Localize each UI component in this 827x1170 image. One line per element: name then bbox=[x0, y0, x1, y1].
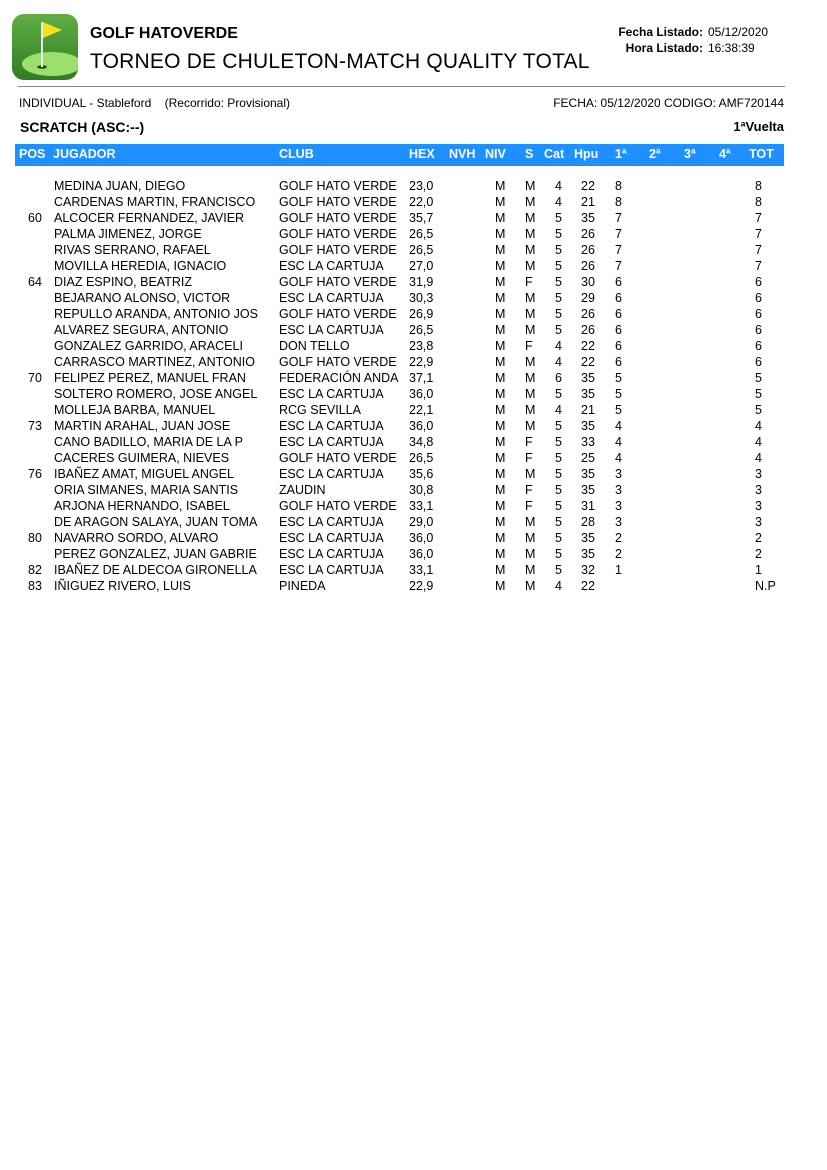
cat: 5 bbox=[555, 387, 562, 401]
round-1: 3 bbox=[615, 483, 622, 497]
player-name: FELIPEZ PEREZ, MANUEL FRAN bbox=[54, 371, 246, 385]
table-row bbox=[0, 498, 827, 514]
hex: 26,9 bbox=[409, 307, 434, 321]
sex: M bbox=[525, 195, 536, 209]
hex: 22,9 bbox=[409, 355, 434, 369]
player-name: CACERES GUIMERA, NIEVES bbox=[54, 451, 230, 465]
table-row bbox=[0, 418, 827, 434]
club: ESC LA CARTUJA bbox=[279, 515, 384, 529]
player-name: DE ARAGON SALAYA, JUAN TOMA bbox=[54, 515, 258, 529]
table-row bbox=[0, 546, 827, 562]
total: 3 bbox=[755, 515, 762, 529]
player-name: MARTIN ARAHAL, JUAN JOSE bbox=[54, 419, 231, 433]
sex: M bbox=[525, 323, 536, 337]
niv: M bbox=[495, 547, 506, 561]
cat: 4 bbox=[555, 339, 562, 353]
niv: M bbox=[495, 387, 506, 401]
round-1: 5 bbox=[615, 403, 622, 417]
hpu: 21 bbox=[581, 403, 595, 417]
cat: 5 bbox=[555, 307, 562, 321]
table-row bbox=[0, 226, 827, 242]
player-name: REPULLO ARANDA, ANTONIO JOS bbox=[54, 307, 258, 321]
hpu: 29 bbox=[581, 291, 595, 305]
table-row bbox=[0, 306, 827, 322]
sex: M bbox=[525, 243, 536, 257]
col-r4: 4ª bbox=[719, 147, 731, 161]
cat: 5 bbox=[555, 499, 562, 513]
player-name: MOVILLA HEREDIA, IGNACIO bbox=[54, 259, 227, 273]
club: ZAUDIN bbox=[279, 483, 326, 497]
sex: M bbox=[525, 403, 536, 417]
fecha-listado-label: Fecha Listado: bbox=[618, 25, 703, 39]
table-row bbox=[0, 450, 827, 466]
club: GOLF HATO VERDE bbox=[279, 275, 397, 289]
cat: 4 bbox=[555, 195, 562, 209]
total: 6 bbox=[755, 291, 762, 305]
total: 4 bbox=[755, 435, 762, 449]
round-1: 6 bbox=[615, 339, 622, 353]
total: 5 bbox=[755, 403, 762, 417]
hpu: 25 bbox=[581, 451, 595, 465]
hex: 22,1 bbox=[409, 403, 434, 417]
sex: M bbox=[525, 211, 536, 225]
player-name: PEREZ GONZALEZ, JUAN GABRIE bbox=[54, 547, 257, 561]
club: ESC LA CARTUJA bbox=[279, 419, 384, 433]
player-name: MEDINA JUAN, DIEGO bbox=[54, 179, 186, 193]
total: 6 bbox=[755, 307, 762, 321]
sex: F bbox=[525, 339, 533, 353]
hpu: 26 bbox=[581, 243, 595, 257]
cat: 4 bbox=[555, 579, 562, 593]
hex: 23,0 bbox=[409, 179, 434, 193]
niv: M bbox=[495, 291, 506, 305]
total: N.P bbox=[755, 579, 776, 593]
round-1: 7 bbox=[615, 211, 622, 225]
cat: 5 bbox=[555, 547, 562, 561]
hex: 33,1 bbox=[409, 499, 434, 513]
round-1: 2 bbox=[615, 531, 622, 545]
hpu: 26 bbox=[581, 307, 595, 321]
pos: 80 bbox=[28, 531, 42, 545]
total: 3 bbox=[755, 483, 762, 497]
pos: 73 bbox=[28, 419, 42, 433]
hex: 22,0 bbox=[409, 195, 434, 209]
hex: 36,0 bbox=[409, 531, 434, 545]
niv: M bbox=[495, 179, 506, 193]
cat: 5 bbox=[555, 243, 562, 257]
hpu: 33 bbox=[581, 435, 595, 449]
club: GOLF HATO VERDE bbox=[279, 307, 397, 321]
round-1: 4 bbox=[615, 435, 622, 449]
cat: 4 bbox=[555, 355, 562, 369]
niv: M bbox=[495, 467, 506, 481]
player-name: GONZALEZ GARRIDO, ARACELI bbox=[54, 339, 243, 353]
round-1: 6 bbox=[615, 355, 622, 369]
hex: 26,5 bbox=[409, 227, 434, 241]
club: GOLF HATO VERDE bbox=[279, 179, 397, 193]
total: 7 bbox=[755, 227, 762, 241]
hex: 36,0 bbox=[409, 419, 434, 433]
hpu: 26 bbox=[581, 227, 595, 241]
round-1: 8 bbox=[615, 195, 622, 209]
total: 6 bbox=[755, 355, 762, 369]
round-1: 4 bbox=[615, 419, 622, 433]
cat: 5 bbox=[555, 275, 562, 289]
cat: 5 bbox=[555, 323, 562, 337]
club: ESC LA CARTUJA bbox=[279, 323, 384, 337]
club: ESC LA CARTUJA bbox=[279, 387, 384, 401]
round-1: 7 bbox=[615, 243, 622, 257]
hex: 26,5 bbox=[409, 243, 434, 257]
sex: M bbox=[525, 547, 536, 561]
total: 4 bbox=[755, 419, 762, 433]
col-club: CLUB bbox=[279, 147, 314, 161]
sex: F bbox=[525, 275, 533, 289]
niv: M bbox=[495, 515, 506, 529]
sex: M bbox=[525, 355, 536, 369]
hpu: 30 bbox=[581, 275, 595, 289]
sex: M bbox=[525, 579, 536, 593]
sex: M bbox=[525, 387, 536, 401]
hex: 26,5 bbox=[409, 323, 434, 337]
hpu: 31 bbox=[581, 499, 595, 513]
hpu: 26 bbox=[581, 323, 595, 337]
col-s: S bbox=[525, 147, 534, 161]
total: 2 bbox=[755, 531, 762, 545]
col-jugador: JUGADOR bbox=[53, 147, 116, 161]
club: GOLF HATO VERDE bbox=[279, 451, 397, 465]
player-name: ALVAREZ SEGURA, ANTONIO bbox=[54, 323, 229, 337]
round-1: 6 bbox=[615, 275, 622, 289]
cat: 6 bbox=[555, 371, 562, 385]
total: 3 bbox=[755, 499, 762, 513]
hex: 26,5 bbox=[409, 451, 434, 465]
table-row bbox=[0, 514, 827, 530]
sex: M bbox=[525, 467, 536, 481]
hpu: 35 bbox=[581, 419, 595, 433]
niv: M bbox=[495, 307, 506, 321]
round-1: 6 bbox=[615, 307, 622, 321]
col-r1: 1ª bbox=[615, 147, 627, 161]
sex: M bbox=[525, 307, 536, 321]
hpu: 35 bbox=[581, 467, 595, 481]
category-title: SCRATCH (ASC:--) bbox=[20, 119, 145, 135]
hex: 22,9 bbox=[409, 579, 434, 593]
niv: M bbox=[495, 531, 506, 545]
tournament-title: TORNEO DE CHULETON-MATCH QUALITY TOTAL bbox=[90, 50, 590, 73]
player-name: MOLLEJA BARBA, MANUEL bbox=[54, 403, 216, 417]
table-row bbox=[0, 354, 827, 370]
hpu: 28 bbox=[581, 515, 595, 529]
niv: M bbox=[495, 275, 506, 289]
table-row bbox=[0, 370, 827, 386]
niv: M bbox=[495, 211, 506, 225]
club: ESC LA CARTUJA bbox=[279, 467, 384, 481]
hpu: 35 bbox=[581, 531, 595, 545]
table-row bbox=[0, 530, 827, 546]
club: FEDERACIÓN ANDA bbox=[279, 371, 399, 385]
table-row bbox=[0, 274, 827, 290]
player-name: IBAÑEZ AMAT, MIGUEL ANGEL bbox=[54, 467, 234, 481]
niv: M bbox=[495, 419, 506, 433]
player-name: CARRASCO MARTINEZ, ANTONIO bbox=[54, 355, 255, 369]
niv: M bbox=[495, 323, 506, 337]
total: 6 bbox=[755, 323, 762, 337]
player-name: IÑIGUEZ RIVERO, LUIS bbox=[54, 579, 191, 593]
course: (Recorrido: Provisional) bbox=[164, 96, 290, 110]
round-1: 4 bbox=[615, 451, 622, 465]
table-row bbox=[0, 194, 827, 210]
sex: M bbox=[525, 531, 536, 545]
player-name: BEJARANO ALONSO, VICTOR bbox=[54, 291, 231, 305]
niv: M bbox=[495, 403, 506, 417]
round-1: 3 bbox=[615, 499, 622, 513]
hora-listado-label: Hora Listado: bbox=[625, 41, 703, 55]
club: DON TELLO bbox=[279, 339, 350, 353]
total: 7 bbox=[755, 243, 762, 257]
niv: M bbox=[495, 195, 506, 209]
round-1: 5 bbox=[615, 387, 622, 401]
cat: 5 bbox=[555, 259, 562, 273]
cat: 5 bbox=[555, 563, 562, 577]
hex: 35,6 bbox=[409, 467, 434, 481]
total: 6 bbox=[755, 339, 762, 353]
niv: M bbox=[495, 243, 506, 257]
sex: M bbox=[525, 179, 536, 193]
modality: INDIVIDUAL - Stableford bbox=[19, 96, 152, 110]
club: GOLF HATO VERDE bbox=[279, 227, 397, 241]
player-name: IBAÑEZ DE ALDECOA GIRONELLA bbox=[54, 563, 257, 577]
cat: 5 bbox=[555, 467, 562, 481]
club: GOLF HATO VERDE bbox=[279, 211, 397, 225]
club: ESC LA CARTUJA bbox=[279, 291, 384, 305]
fecha-codigo: FECHA: 05/12/2020 CODIGO: AMF720144 bbox=[553, 96, 784, 110]
club: ESC LA CARTUJA bbox=[279, 259, 384, 273]
total: 1 bbox=[755, 563, 762, 577]
hpu: 22 bbox=[581, 579, 595, 593]
club: GOLF HATO VERDE bbox=[279, 243, 397, 257]
total: 4 bbox=[755, 451, 762, 465]
player-name: ALCOCER FERNANDEZ, JAVIER bbox=[54, 211, 245, 225]
modality-info bbox=[19, 96, 290, 110]
club: ESC LA CARTUJA bbox=[279, 435, 384, 449]
niv: M bbox=[495, 499, 506, 513]
sex: M bbox=[525, 563, 536, 577]
hex: 23,8 bbox=[409, 339, 434, 353]
col-pos: POS bbox=[19, 147, 46, 161]
table-row bbox=[0, 178, 827, 194]
table-row bbox=[0, 434, 827, 450]
hpu: 35 bbox=[581, 211, 595, 225]
col-hpu: Hpu bbox=[574, 147, 599, 161]
club-name: GOLF HATOVERDE bbox=[90, 25, 238, 42]
hpu: 26 bbox=[581, 259, 595, 273]
niv: M bbox=[495, 371, 506, 385]
table-row bbox=[0, 258, 827, 274]
hpu: 32 bbox=[581, 563, 595, 577]
niv: M bbox=[495, 451, 506, 465]
total: 7 bbox=[755, 211, 762, 225]
niv: M bbox=[495, 563, 506, 577]
hex: 33,1 bbox=[409, 563, 434, 577]
player-name: ARJONA HERNANDO, ISABEL bbox=[54, 499, 230, 513]
player-name: SOLTERO ROMERO, JOSE ANGEL bbox=[54, 387, 258, 401]
club: GOLF HATO VERDE bbox=[279, 499, 397, 513]
table-row bbox=[0, 578, 827, 594]
hex: 36,0 bbox=[409, 547, 434, 561]
hex: 30,3 bbox=[409, 291, 434, 305]
club: GOLF HATO VERDE bbox=[279, 355, 397, 369]
sex: M bbox=[525, 259, 536, 273]
round-1: 6 bbox=[615, 291, 622, 305]
table-row bbox=[0, 386, 827, 402]
round-1: 3 bbox=[615, 467, 622, 481]
hpu: 35 bbox=[581, 371, 595, 385]
col-r2: 2ª bbox=[649, 147, 661, 161]
hora-listado-value: 16:38:39 bbox=[708, 41, 755, 55]
cat: 5 bbox=[555, 483, 562, 497]
round-1: 1 bbox=[615, 563, 622, 577]
pos: 83 bbox=[28, 579, 42, 593]
sex: F bbox=[525, 451, 533, 465]
pos: 60 bbox=[28, 211, 42, 225]
player-name: DIAZ ESPINO, BEATRIZ bbox=[54, 275, 192, 289]
sex: M bbox=[525, 227, 536, 241]
club: RCG SEVILLA bbox=[279, 403, 361, 417]
cat: 4 bbox=[555, 403, 562, 417]
header-divider bbox=[18, 86, 785, 87]
cat: 5 bbox=[555, 291, 562, 305]
cat: 5 bbox=[555, 451, 562, 465]
cat: 4 bbox=[555, 179, 562, 193]
table-row bbox=[0, 402, 827, 418]
hpu: 35 bbox=[581, 483, 595, 497]
cat: 5 bbox=[555, 227, 562, 241]
player-name: CARDENAS MARTIN, FRANCISCO bbox=[54, 195, 256, 209]
pos: 64 bbox=[28, 275, 42, 289]
sex: F bbox=[525, 435, 533, 449]
round-1: 8 bbox=[615, 179, 622, 193]
table-row bbox=[0, 210, 827, 226]
table-row bbox=[0, 338, 827, 354]
club: ESC LA CARTUJA bbox=[279, 531, 384, 545]
hpu: 35 bbox=[581, 387, 595, 401]
total: 7 bbox=[755, 259, 762, 273]
hex: 37,1 bbox=[409, 371, 434, 385]
player-name: PALMA JIMENEZ, JORGE bbox=[54, 227, 202, 241]
hpu: 35 bbox=[581, 547, 595, 561]
player-name: NAVARRO SORDO, ALVARO bbox=[54, 531, 219, 545]
cat: 5 bbox=[555, 515, 562, 529]
club: ESC LA CARTUJA bbox=[279, 563, 384, 577]
sex: F bbox=[525, 483, 533, 497]
niv: M bbox=[495, 483, 506, 497]
sex: M bbox=[525, 371, 536, 385]
hex: 34,8 bbox=[409, 435, 434, 449]
cat: 5 bbox=[555, 435, 562, 449]
hex: 31,9 bbox=[409, 275, 434, 289]
round-1: 2 bbox=[615, 547, 622, 561]
hpu: 22 bbox=[581, 339, 595, 353]
table-row bbox=[0, 466, 827, 482]
club: PINEDA bbox=[279, 579, 326, 593]
table-row bbox=[0, 242, 827, 258]
niv: M bbox=[495, 227, 506, 241]
total: 8 bbox=[755, 195, 762, 209]
sex: M bbox=[525, 515, 536, 529]
player-name: RIVAS SERRANO, RAFAEL bbox=[54, 243, 211, 257]
total: 5 bbox=[755, 387, 762, 401]
col-hex: HEX bbox=[409, 147, 435, 161]
total: 8 bbox=[755, 179, 762, 193]
club: GOLF HATO VERDE bbox=[279, 195, 397, 209]
round-1: 5 bbox=[615, 371, 622, 385]
hex: 30,8 bbox=[409, 483, 434, 497]
round-1: 6 bbox=[615, 323, 622, 337]
sex: F bbox=[525, 499, 533, 513]
col-niv: NIV bbox=[485, 147, 506, 161]
pos: 76 bbox=[28, 467, 42, 481]
sex: M bbox=[525, 419, 536, 433]
table-row bbox=[0, 562, 827, 578]
total: 5 bbox=[755, 371, 762, 385]
table-header bbox=[15, 144, 784, 166]
player-name: ORIA SIMANES, MARIA SANTIS bbox=[54, 483, 239, 497]
niv: M bbox=[495, 259, 506, 273]
fecha-listado-value: 05/12/2020 bbox=[708, 25, 769, 39]
golf-flag-icon bbox=[12, 14, 78, 80]
total: 6 bbox=[755, 275, 762, 289]
col-r3: 3ª bbox=[684, 147, 696, 161]
round-1: 3 bbox=[615, 515, 622, 529]
club: ESC LA CARTUJA bbox=[279, 547, 384, 561]
niv: M bbox=[495, 579, 506, 593]
cat: 5 bbox=[555, 211, 562, 225]
hpu: 22 bbox=[581, 179, 595, 193]
cat: 5 bbox=[555, 531, 562, 545]
hpu: 22 bbox=[581, 355, 595, 369]
results-table bbox=[0, 178, 827, 594]
col-cat: Cat bbox=[544, 147, 565, 161]
round-1: 7 bbox=[615, 227, 622, 241]
col-nvh: NVH bbox=[449, 147, 476, 161]
hex: 36,0 bbox=[409, 387, 434, 401]
sex: M bbox=[525, 291, 536, 305]
round-1: 7 bbox=[615, 259, 622, 273]
pos: 70 bbox=[28, 371, 42, 385]
player-name: CANO BADILLO, MARIA DE LA P bbox=[54, 435, 243, 449]
hex: 27,0 bbox=[409, 259, 434, 273]
total: 2 bbox=[755, 547, 762, 561]
total: 3 bbox=[755, 467, 762, 481]
hex: 35,7 bbox=[409, 211, 434, 225]
table-row bbox=[0, 290, 827, 306]
table-row bbox=[0, 322, 827, 338]
table-row bbox=[0, 482, 827, 498]
hpu: 21 bbox=[581, 195, 595, 209]
hex: 29,0 bbox=[409, 515, 434, 529]
niv: M bbox=[495, 435, 506, 449]
col-tot: TOT bbox=[749, 147, 774, 161]
niv: M bbox=[495, 339, 506, 353]
round-label: 1ªVuelta bbox=[733, 119, 784, 134]
cat: 5 bbox=[555, 419, 562, 433]
niv: M bbox=[495, 355, 506, 369]
pos: 82 bbox=[28, 563, 42, 577]
